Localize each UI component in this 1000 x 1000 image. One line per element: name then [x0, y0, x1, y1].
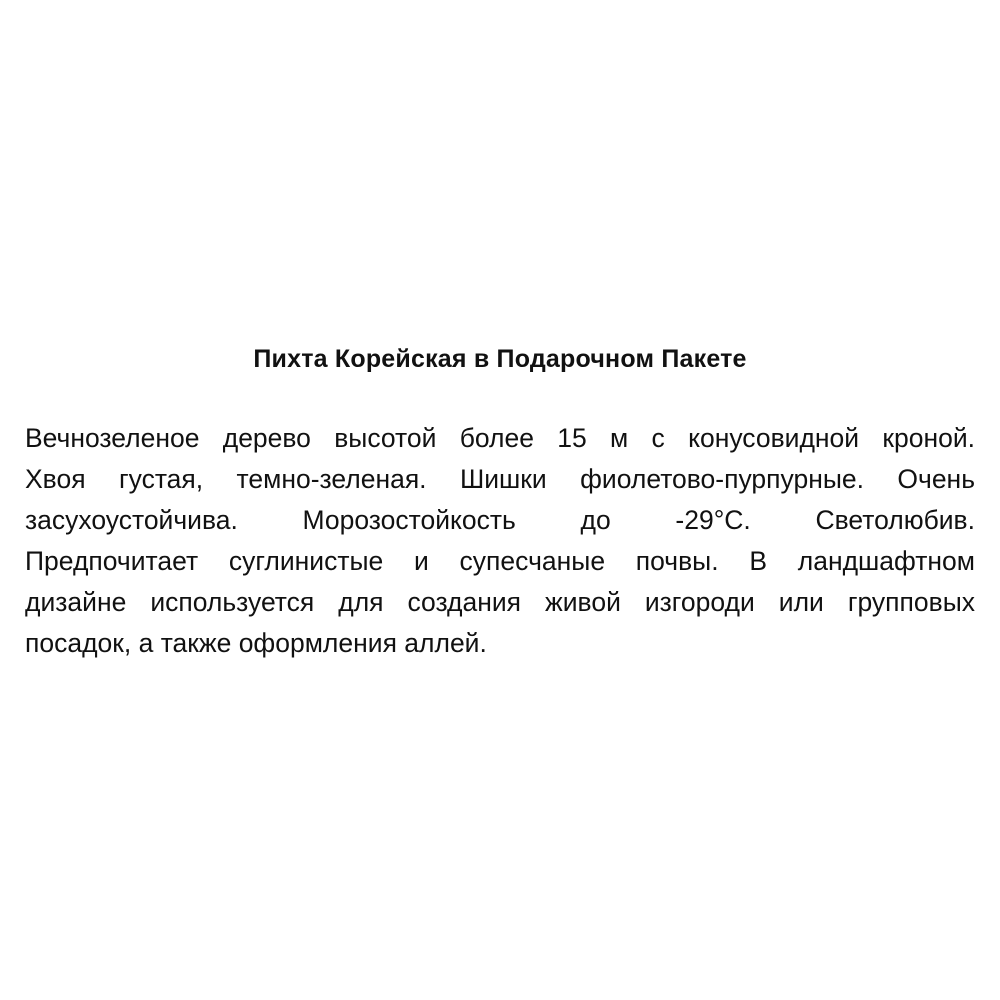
description-line: дизайне используется для создания живой изгороди или групповых — [25, 587, 975, 617]
product-title: Пихта Корейская в Подарочном Пакете — [253, 345, 747, 373]
description-line: посадок, а также оформления аллей. — [25, 628, 487, 658]
description-line: Вечнозеленое дерево высотой более 15 м с конусовидной кроной. — [25, 423, 975, 453]
description-line: Предпочитает суглинистые и супесчаные почвы. В ландшафтном — [25, 546, 975, 576]
description-line: засухоустойчива. Морозостойкость до -29°С. Светолюбив. — [25, 505, 975, 535]
product-description — [25, 418, 975, 664]
description-line: Хвоя густая, темно-зеленая. Шишки фиолетово-пурпурные. Очень — [25, 464, 975, 494]
